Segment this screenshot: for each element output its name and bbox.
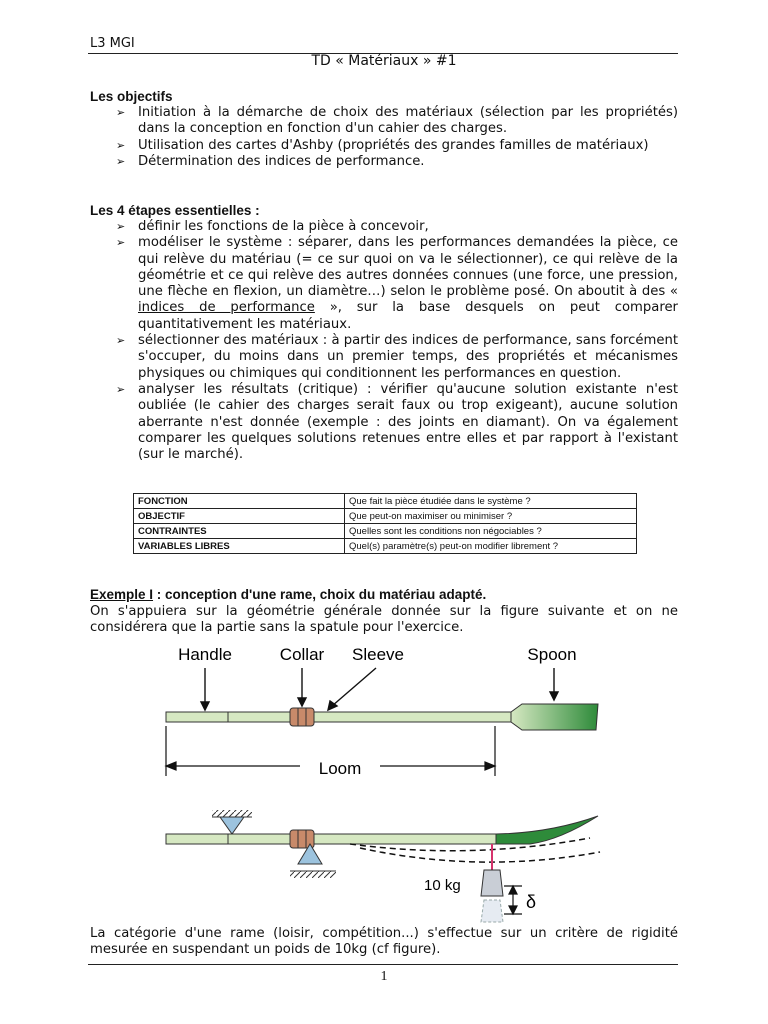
- arrow-bullet-icon: ➢: [116, 334, 126, 348]
- loom-label: Loom: [318, 759, 362, 778]
- list-item: ➢ modéliser le système : séparer, dans les performances demandées la pièce, ce qui relève du matériau (= ce sur quoi on va le sélectionner), ce qui relève de la géométrie et ce qui relève des autres données connues (une force, une pression, une flèche en flexion, un diamètre…) selon le problème posé. On aboutit à des « indices de performance », sur la base desquels on peut comparer quantitativement les matériaux.: [116, 235, 678, 332]
- arrow-bullet-icon: ➢: [116, 138, 126, 152]
- table-row: VARIABLES LIBRES Quel(s) paramètre(s) peut-on modifier librement ?: [134, 539, 637, 554]
- page-number: 1: [380, 969, 388, 984]
- delta-dimension: [504, 886, 522, 914]
- weight-ghost: [481, 900, 503, 922]
- delta-label: δ: [526, 892, 537, 912]
- footer-rule: [88, 964, 678, 965]
- list-item: ➢ définir les fonctions de la pièce à concevoir,: [116, 219, 429, 234]
- objectifs-heading: Les objectifs: [90, 89, 173, 104]
- list-item: ➢ Utilisation des cartes d'Ashby (propriétés des grandes familles de matériaux): [116, 137, 649, 153]
- oar-top: [166, 704, 598, 730]
- arrow-bullet-icon: ➢: [116, 154, 126, 168]
- arrow-bullet-icon: ➢: [116, 382, 126, 396]
- exemple-heading: Exemple I : conception d'une rame, choix du matériau adapté.: [90, 587, 487, 602]
- upper-support: [212, 810, 252, 834]
- list-item: ➢ analyser les résultats (critique) : vérifier qu'aucune solution existante n'est oubliée (le cahier des charges serait faux ou trop exigeant), aucune solution aberrante n'est donnée (exemple : des joints en diamant). On va également comparer les quelques solutions retenues entre elles et par rapport à l'existant (sur le marché).: [116, 381, 678, 463]
- list-item: ➢ sélectionner des matériaux : à partir des indices de performance, sans forcément s'occuper, du moins dans un premier temps, des propriétés et mécanismes physiques ou chimiques qui conditionnent les performances en question.: [116, 333, 678, 381]
- indices-link-text: indices de performance: [138, 300, 315, 316]
- lower-support: [290, 844, 336, 878]
- oar-figure: [150, 638, 620, 923]
- arrow-bullet-icon: ➢: [116, 220, 126, 233]
- objectifs-list: [90, 105, 678, 170]
- weight-label: 10 kg: [424, 877, 461, 894]
- weight-block: [481, 870, 503, 896]
- list-item: ➢ Initiation à la démarche de choix des matériaux (sélection par les propriétés) dans la conception en fonction d'un cahier des charges.: [116, 105, 678, 137]
- methodology-table: [133, 493, 637, 554]
- etapes-heading: Les 4 étapes essentielles :: [90, 203, 260, 218]
- exemple-intro: On s'appuiera sur la géométrie générale donnée sur la figure suivante et on ne considérera que la partie sans la spatule pour l'exercice.: [90, 604, 678, 636]
- list-item: ➢ Détermination des indices de performance.: [116, 153, 425, 169]
- pointer-arrows: [201, 668, 558, 710]
- spoon-label: Spoon: [527, 645, 577, 664]
- conclusion-paragraph: La catégorie d'une rame (loisir, compétition...) s'effectue sur un critère de rigidité mesurée en suspendant un poids de 10kg (cf figure).: [90, 926, 678, 958]
- table-row: OBJECTIF Que peut-on maximiser ou minimiser ?: [134, 509, 637, 524]
- handle-label: Handle: [178, 645, 232, 664]
- arrow-bullet-icon: ➢: [116, 106, 126, 119]
- arrow-bullet-icon: ➢: [116, 236, 126, 250]
- table-row: FONCTION Que fait la pièce étudiée dans le système ?: [134, 494, 637, 509]
- etapes-list: [90, 219, 678, 463]
- sleeve-label: Sleeve: [352, 645, 404, 664]
- table-row: CONTRAINTES Quelles sont les conditions non négociables ?: [134, 524, 637, 539]
- document-title: TD « Matériaux » #1: [311, 53, 457, 69]
- course-label: L3 MGI: [90, 36, 135, 51]
- collar-label: Collar: [279, 645, 325, 664]
